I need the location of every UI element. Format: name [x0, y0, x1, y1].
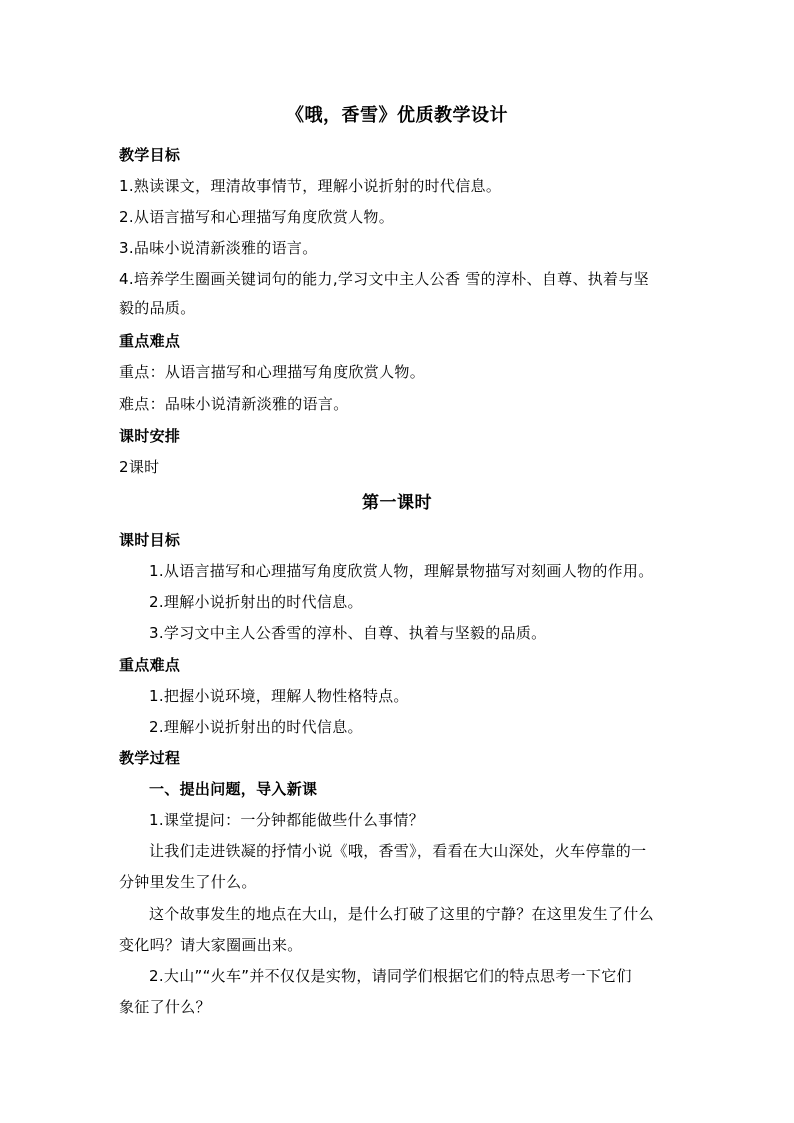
process-line-1: 1.课堂提问：一分钟都能做些什么事情？: [149, 811, 425, 829]
goal-item-4-continued: 毅的品质。: [119, 299, 196, 317]
lesson1-title: 第一课时: [362, 493, 432, 513]
process-line-4: 这个故事发生的地点在大山，是什么打破了这里的宁静？在这里发生了什么: [149, 905, 654, 923]
lesson1-goal-2: 2.理解小说折射出的时代信息。: [149, 593, 363, 611]
lesson1-goals-heading: 课时目标: [119, 531, 181, 549]
section-heading-key-difficult: 重点难点: [119, 332, 181, 350]
goal-item-1: 1.熟读课文，理清故事情节，理解小说折射的时代信息。: [119, 177, 502, 195]
key-point: 重点：从语言描写和心理描写角度欣赏人物。: [119, 363, 426, 381]
difficult-point: 难点：品味小说清新淡雅的语言。: [119, 395, 349, 413]
process-line-6: 2.大山”“火车”并不仅仅是实物，请同学们根据它们的特点思考一下它们: [149, 967, 632, 985]
process-line-2: 让我们走进铁凝的抒情小说《哦，香雪》，看看在大山深处，火车停靠的一: [149, 842, 647, 860]
process-line-3: 分钟里发生了什么。: [119, 873, 257, 891]
section-heading-schedule: 课时安排: [119, 427, 181, 445]
lesson1-key-item-2: 2.理解小说折射出的时代信息。: [149, 718, 363, 736]
process-line-7: 象征了什么？: [119, 998, 211, 1016]
lesson1-key-item-1: 1.把握小说环境，理解人物性格特点。: [149, 687, 409, 705]
process-step1-heading: 一、提出问题，导入新课: [149, 780, 318, 798]
section-heading-teaching-goals: 教学目标: [119, 146, 181, 164]
lesson1-goal-3: 3.学习文中主人公香雪的淳朴、自尊、执着与坚毅的品质。: [149, 624, 547, 642]
lesson1-process-heading: 教学过程: [119, 749, 181, 767]
schedule-value: 2课时: [119, 458, 160, 476]
goal-item-4: 4.培养学生圈画关键词句的能力,学习文中主人公香 雪的淳朴、自尊、执着与坚: [119, 270, 649, 288]
goal-item-2: 2.从语言描写和心理描写角度欣赏人物。: [119, 208, 395, 226]
lesson1-key-difficult-heading: 重点难点: [119, 656, 181, 674]
process-line-5: 变化吗？请大家圈画出来。: [119, 936, 303, 954]
document-title: 《哦，香雪》优质教学设计: [286, 105, 508, 126]
lesson1-goal-1: 1.从语言描写和心理描写角度欣赏人物，理解景物描写对刻画人物的作用。: [149, 562, 654, 580]
goal-item-3: 3.品味小说清新淡雅的语言。: [119, 239, 318, 257]
